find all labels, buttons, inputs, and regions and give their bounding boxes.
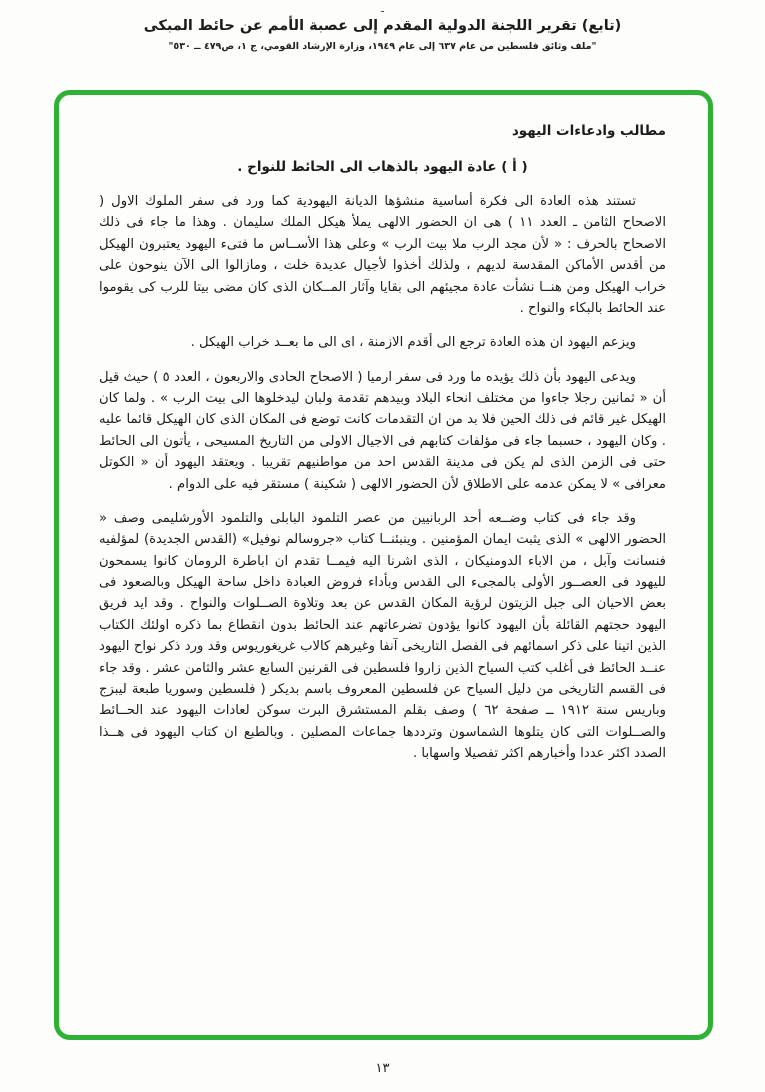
content-frame bbox=[54, 90, 713, 1040]
section-title: مطالب وادعاءات اليهود bbox=[511, 123, 666, 139]
document-title: (تابع) تقرير اللجنة الدولية المقدم إلى عصبة الأمم عن حائط المبكى bbox=[143, 18, 622, 34]
paragraph-4: وقد جاء فى كتاب وضــعه أحد الربانيين من عصر التلمود البابلى والتلمود الأورشليمى وصف « الحضور الالهى » الذى يثبت ايمان المؤمنين . وينبئنــا كتاب «جروسالم نوفيل» (القدس الجديدة) لمؤلفيه فنسانت وآبل ، من الاباء الدومنيكان ، الذى اشرنا اليه فيمــا تقدم ان اباطرة الرومان كانوا يسمحون لليهود فى العصــور الأولى بالمجىء الى القدس وبأداء فروض العبادة داخل ساحة الهيكل وبالصعود فى بعض الاحيان الى جبل الزيتون لرؤية المكان القدس عن بعد وتلاوة الصــلوات والنواح . وقد ايد فريق اليهود حجتهم القائلة بأن اليهود كانوا يؤدون تضرعاتهم عند الحائط بدون انقطاع بما ذكره اولئك الكتاب الذين اتينا على ذكر اسمائهم فى الفصل التاريخى آنفا وغيرهم كالاب غريغوريوس وقد ورد ذكر نواح اليهود عنــد الحائط فى أغلب كتب السياح الذين زاروا فلسطين فى القرنين السابع عشر والثامن عشر . وقد جاء فى القسم التاريخى من دليل السياح عن فلسطين المعروف باسم بديكر ( فلسطين وسوريا طبعة ليبزج وباريس سنة ١٩١٢ ــ صفحة ٦٢ ) وصف بقلم المستشرق البرت سوكن لعادات اليهود عند الحــائط والصــلوات التى كان يتلوها الشماسون وترددها جماعات المصلين . وبالطبع ان كتاب اليهود فى هــذا الصدد اكثر عددا وأخبارهم اكثر تفصيلا واسهابا . bbox=[99, 510, 666, 761]
subsection-title: ( أ ) عادة اليهود بالذهاب الى الحائط للنواح . bbox=[237, 159, 528, 175]
paragraph-2: ويزعم اليهود ان هذه العادة ترجع الى أقدم الازمنة ، اى الى ما بعــد خراب الهيكل . bbox=[190, 335, 636, 351]
document-source-line: "ملف وثائق فلسطين من عام ٦٣٧ إلى عام ١٩٤٩، وزارة الإرشاد القومي، ج ١، ص٤٧٩ ــ ٥٣٠" bbox=[168, 41, 597, 52]
top-scan-mark: ـ bbox=[381, 4, 384, 15]
paragraph-3: ويدعى اليهود بأن ذلك يؤيده ما ورد فى سفر ارميا ( الاصحاح الحادى والاربعون ، العدد ٥ ) حيث قيل أن « ثمانين رجلا جاءوا من مختلف انحاء البلاد وبيدهم تقدمة ولبان ليدخلوها الى بيت الرب » . ولما كان الهيكل غير قائم فى ذلك الحين فلا بد من ان التقدمات كانت توضع فى المكان الذى كان الهيكل قائما عليه . وكان اليهود ، حسبما جاء فى مؤلفات كتابهم فى الاجيال الاولى من التاريخ المسيحى ، يأتون الى الحائط حتى فى الزمن الذى لم يكن فى مدينة القدس احد من مواطنيهم تقريبا . ويعتقد اليهود أن « الكوتل معرافى » لا يمكن عدمه على الاطلاق لأن الحضور الالهى ( شكينة ) مستقر فيه على الدوام . bbox=[99, 369, 666, 492]
paragraph-1: تستند هذه العادة الى فكرة أساسية منشؤها الديانة اليهودية كما ورد فى سفر الملوك الاول ( الاصحاح الثامن ـ العدد ١١ ) هى ان الحضور الالهى يملأ هيكل الملك سليمان . وهذا ما جاء فى ذلك الاصحاح بالحرف : « لأن مجد الرب ملا بيت الرب » وعلى هذا الأســاس ما فتىء اليهود يعتبرون الهيكل من أقدس الأماكن المقدسة لديهم ، ولذلك أخذوا لأجيال عديدة خلت ، ومازالوا الى الآن ينوحون على خراب الهيكل ومن هنــا نشأت عادة مجيئهم الى بقايا وآثار المــكان الذى كان مضى بيتا للرب كى يقوموا عند الحائط بالبكاء والنواح . bbox=[99, 194, 666, 316]
page-number: ١٣ bbox=[375, 1061, 390, 1076]
